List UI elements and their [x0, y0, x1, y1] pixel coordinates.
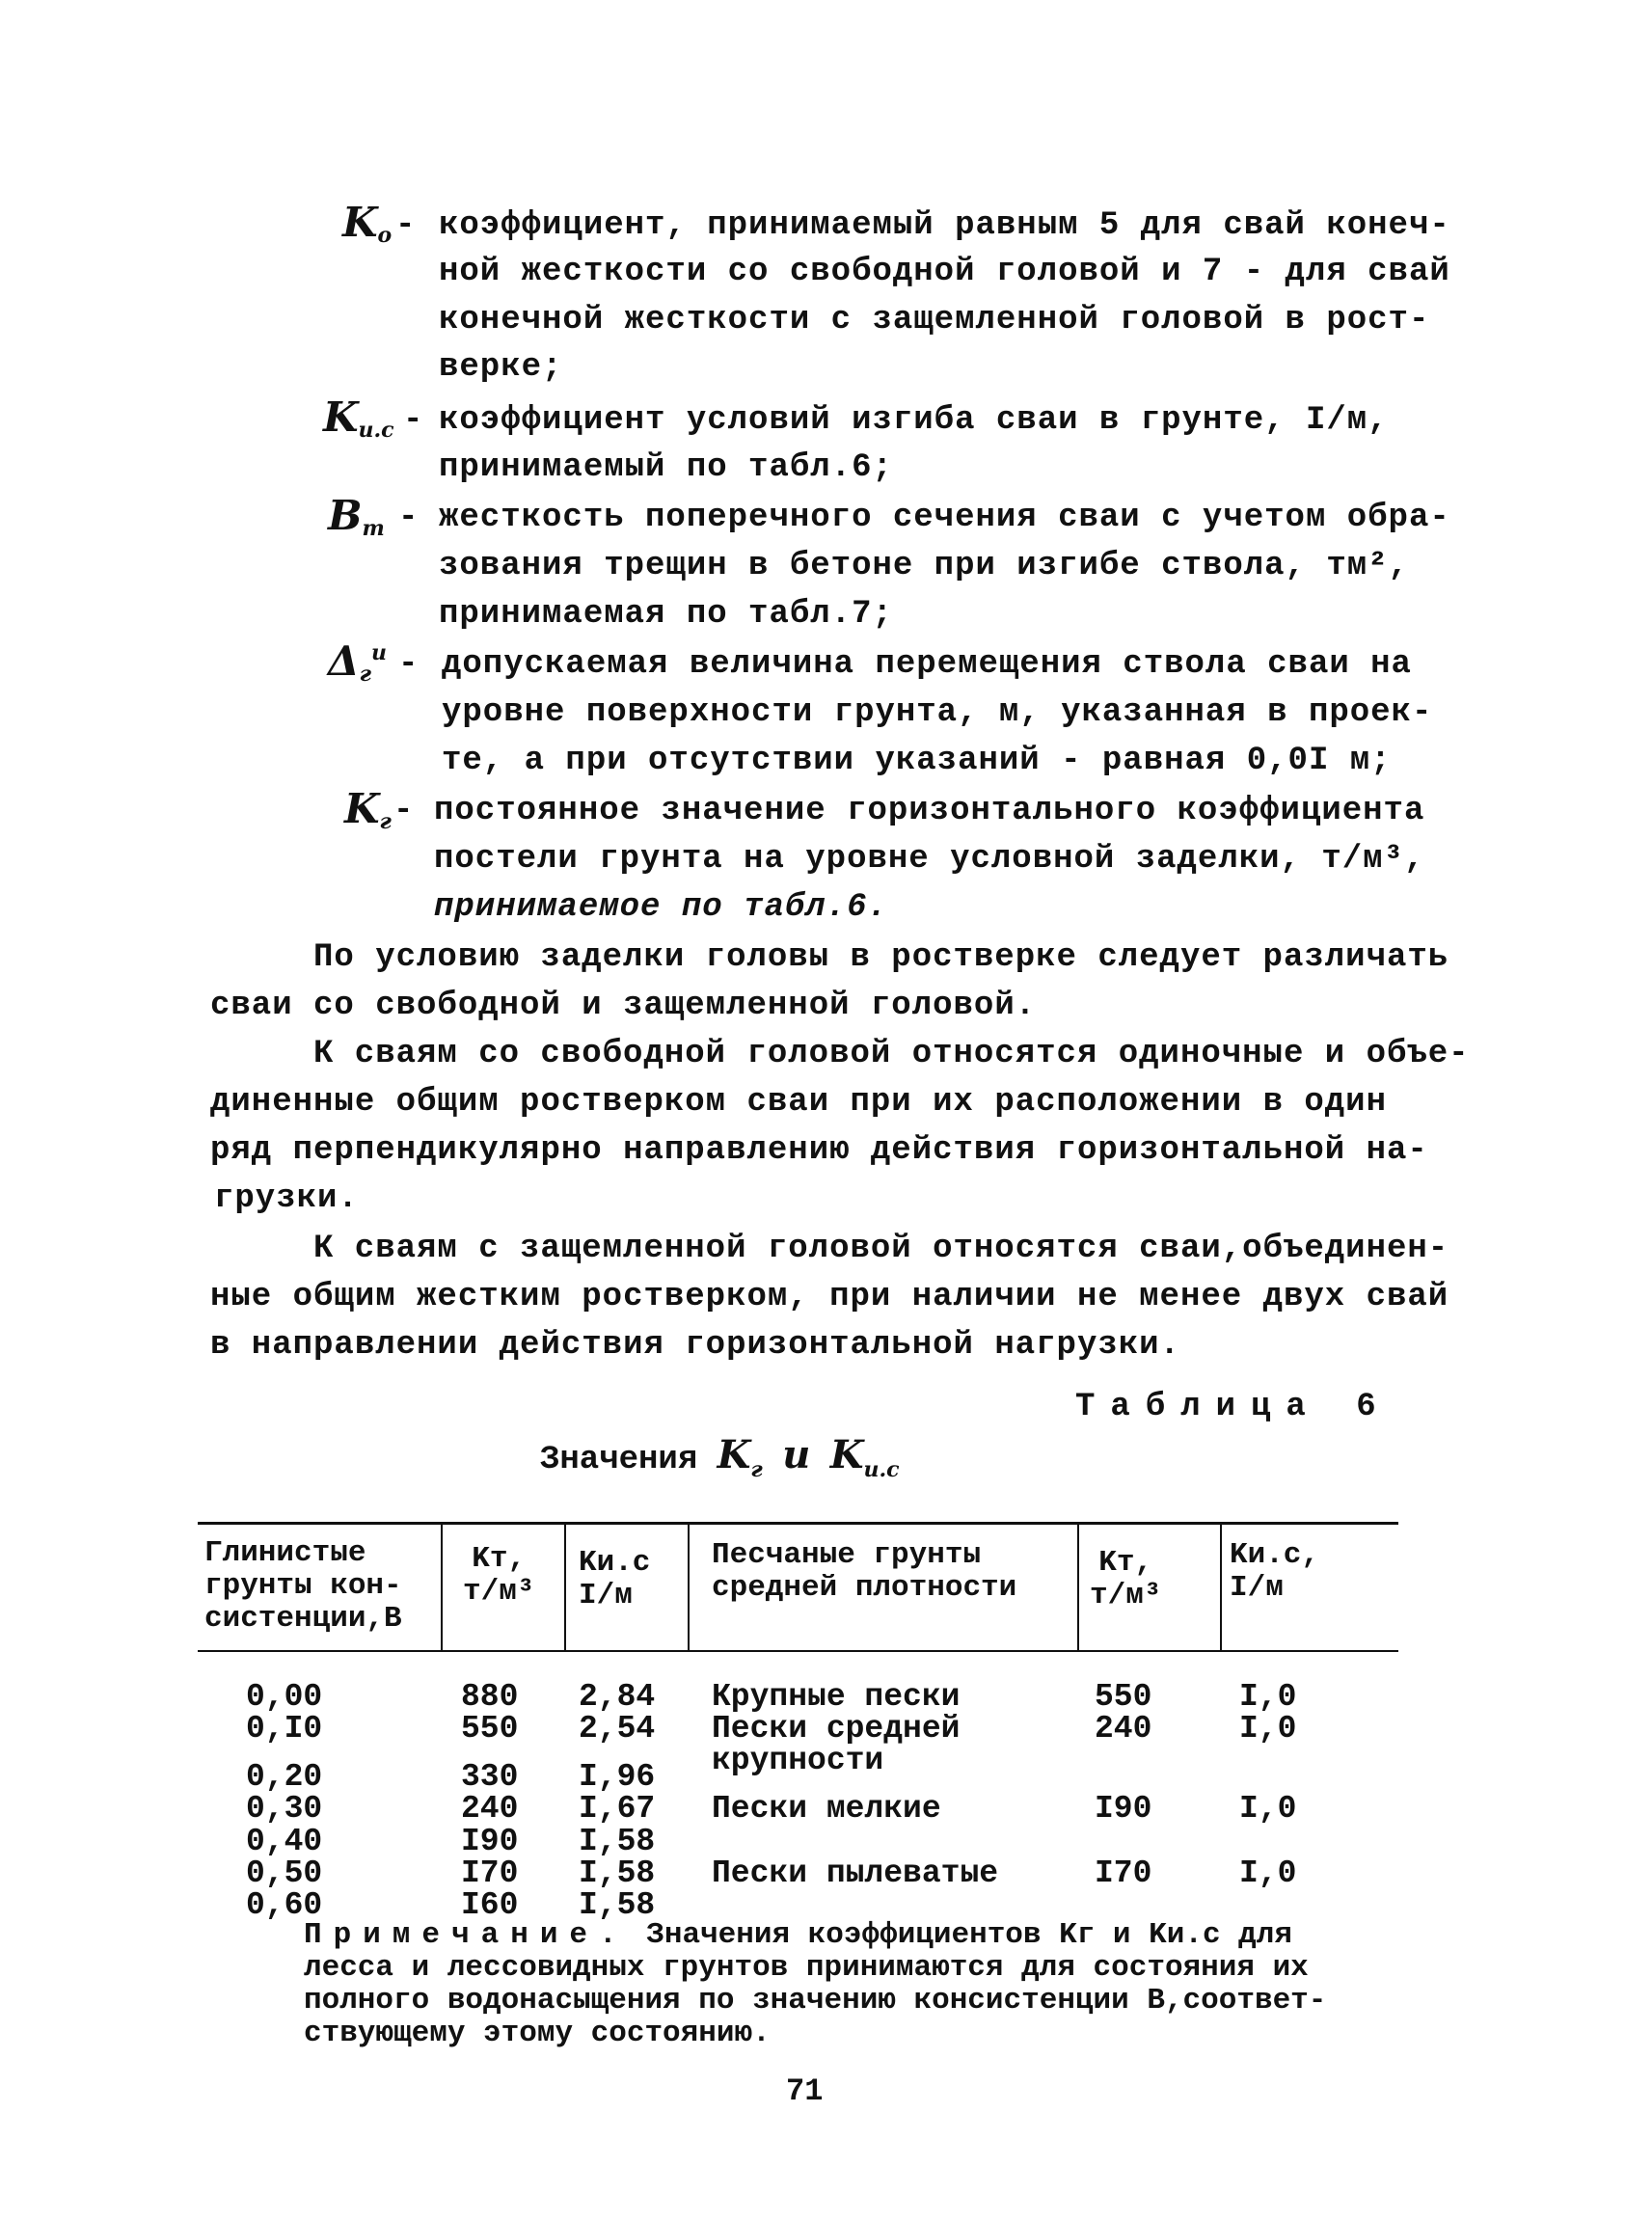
- clay-b: 0,60: [246, 1887, 323, 1923]
- clay-b: 0,00: [246, 1679, 323, 1715]
- definition-k-g-line-1: постоянное значение горизонтального коэффициента: [434, 793, 1425, 829]
- table-note-line-2: лесса и лессовидных грунтов принимаются для состояния их: [304, 1951, 1309, 1985]
- dash: -: [398, 646, 419, 683]
- definition-b-t-line-2: зования трещин в бетоне при изгибе ствола, тм²,: [439, 548, 1409, 584]
- table-title: Значения $K_г$ и $K_{и.с}$: [540, 1432, 900, 1482]
- clay-b: 0,20: [246, 1759, 323, 1795]
- definition-k-is-line-1: коэффициент условий изгиба сваи в грунте, I/м,: [439, 402, 1389, 439]
- sand-kg: I90: [1095, 1791, 1152, 1827]
- definition-k-o-line-4: верке;: [439, 349, 563, 386]
- clay-kg: I60: [461, 1887, 519, 1923]
- definition-delta-line-3: те, а при отсутствии указаний - равная 0,0I м;: [442, 743, 1392, 779]
- sand-name: Пески пылеватые: [712, 1855, 999, 1891]
- clay-kis: 2,54: [579, 1711, 656, 1747]
- sand-kg: 240: [1095, 1711, 1152, 1747]
- header-kis-clay: Kи.с I/м: [579, 1546, 651, 1612]
- definition-k-is-line-2: принимаемый по табл.6;: [439, 449, 893, 486]
- table-top-rule: [198, 1522, 1398, 1525]
- dash: -: [403, 402, 423, 439]
- paragraph-2-line-4: грузки.: [214, 1180, 359, 1217]
- paragraph-1-line-1: По условию заделки головы в ростверке следует различать: [313, 939, 1449, 976]
- page-number: 71: [786, 2073, 824, 2109]
- clay-kg: I70: [461, 1855, 519, 1891]
- symbol-k-o: $K_o$: [342, 199, 393, 248]
- symbol-k-g: $K_г$: [344, 785, 392, 834]
- note-label: Примечание.: [304, 1918, 629, 1952]
- paragraph-3-line-3: в направлении действия горизонтальной нагрузки.: [210, 1327, 1180, 1364]
- clay-kis: 2,84: [579, 1679, 656, 1715]
- table-label: Таблица 6: [1075, 1389, 1392, 1425]
- table-column-divider: [688, 1524, 690, 1650]
- clay-kis: I,67: [579, 1791, 656, 1827]
- sand-kg: 550: [1095, 1679, 1152, 1715]
- sand-kis: I,0: [1239, 1679, 1297, 1715]
- definition-k-o-line-3: конечной жесткости с защемленной головой в рост-: [439, 302, 1430, 339]
- symbol-delta-g: $\Delta_г^и$: [328, 637, 387, 687]
- clay-b: 0,50: [246, 1855, 323, 1891]
- header-kis-sand: Kи.с, I/м: [1230, 1538, 1320, 1605]
- sand-kis: I,0: [1239, 1711, 1297, 1747]
- header-kg-sand: Kт, т/м³: [1090, 1546, 1162, 1612]
- dash: -: [395, 207, 416, 244]
- table-column-divider: [564, 1524, 566, 1650]
- table-note-line-4: ствующему этому состоянию.: [304, 2017, 771, 2050]
- paragraph-3-line-2: ные общим жестким ростверком, при наличии не менее двух свай: [210, 1279, 1449, 1315]
- sand-kis: I,0: [1239, 1855, 1297, 1891]
- table-column-divider: [1220, 1524, 1222, 1650]
- definition-delta-line-2: уровне поверхности грунта, м, указанная в проек-: [442, 694, 1433, 731]
- paragraph-2-line-2: диненные общим ростверком сваи при их расположении в один: [210, 1084, 1387, 1121]
- dash: -: [398, 500, 419, 536]
- clay-kis: I,58: [579, 1855, 656, 1891]
- definition-delta-line-1: допускаемая величина перемещения ствола сваи на: [442, 646, 1412, 683]
- clay-kg: 880: [461, 1679, 519, 1715]
- table-header-rule: [198, 1650, 1398, 1652]
- paragraph-2-line-1: К сваям со свободной головой относятся одиночные и объе-: [313, 1036, 1470, 1072]
- clay-kis: I,96: [579, 1759, 656, 1795]
- paragraph-3-line-1: К сваям с защемленной головой относятся сваи,объединен-: [313, 1231, 1449, 1267]
- table-column-divider: [441, 1524, 443, 1650]
- sand-kg: I70: [1095, 1855, 1152, 1891]
- paragraph-1-line-2: сваи со свободной и защемленной головой.: [210, 988, 1037, 1024]
- table-column-divider: [1077, 1524, 1079, 1650]
- sand-name-cont: крупности: [712, 1743, 884, 1778]
- clay-b: 0,40: [246, 1824, 323, 1859]
- sand-kis: I,0: [1239, 1791, 1297, 1827]
- sand-name: Пески средней: [712, 1711, 961, 1747]
- dash: -: [393, 793, 414, 829]
- clay-kis: I,58: [579, 1887, 656, 1923]
- clay-kg: 240: [461, 1791, 519, 1827]
- header-clay: Глинистые грунты кон- систенции,В: [204, 1536, 402, 1636]
- definition-k-o-line-1: коэффициент, принимаемый равным 5 для свай конеч-: [439, 207, 1450, 244]
- clay-b: 0,30: [246, 1791, 323, 1827]
- table-note-line-3: полного водонасыщения по значению консистенции B,соответ-: [304, 1984, 1327, 2018]
- definition-b-t-line-3: принимаемая по табл.7;: [439, 596, 893, 633]
- definition-b-t-line-1: жесткость поперечного сечения сваи с учетом обра-: [439, 500, 1450, 536]
- symbol-b-t: $B_т$: [328, 492, 385, 541]
- definition-k-g-line-2: постели грунта на уровне условной заделки, т/м³,: [434, 841, 1425, 878]
- note-text: Значения коэффициентов Kг и Kи.с для: [646, 1918, 1292, 1952]
- clay-kg: 550: [461, 1711, 519, 1747]
- sand-name: Крупные пески: [712, 1679, 961, 1715]
- clay-kg: 330: [461, 1759, 519, 1795]
- clay-kg: I90: [461, 1824, 519, 1859]
- clay-b: 0,I0: [246, 1711, 323, 1747]
- header-kg-clay: Kт, т/м³: [463, 1542, 535, 1609]
- table-note-line-1: [304, 1919, 1292, 1952]
- definition-k-o-line-2: ной жесткости со свободной головой и 7 - для свай: [439, 254, 1450, 290]
- symbol-k-is: $K_{и.с}$: [323, 393, 394, 443]
- sand-name: Пески мелкие: [712, 1791, 941, 1827]
- paragraph-2-line-3: ряд перпендикулярно направлению действия горизонтальной на-: [210, 1132, 1428, 1169]
- header-sand: Песчаные грунты средней плотности: [712, 1538, 1017, 1605]
- definition-k-g-line-3: принимаемое по табл.6.: [434, 889, 888, 926]
- clay-kis: I,58: [579, 1824, 656, 1859]
